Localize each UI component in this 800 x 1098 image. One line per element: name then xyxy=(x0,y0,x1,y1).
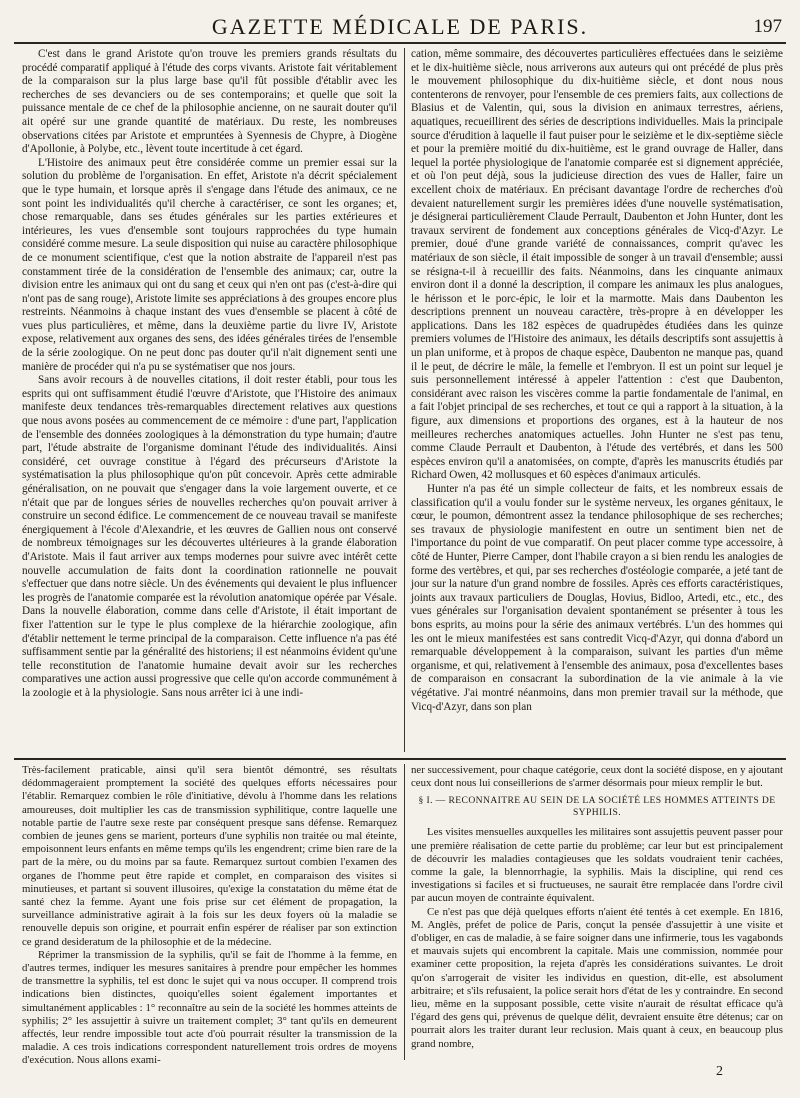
paragraph: Sans avoir recours à de nouvelles citations, il doit rester établi, pour tous les esprits qui ont suffisamment étudié l'œuvre d'Aristote, que l'Histoire des animaux manifeste deux tendances très-remarquables directement relatives aux questions que nous avons posées au commencement de ce mémoire : d'une part, l'application de l'ensemble des données zoologiques à la démonstration du type humain; d'autre part, l'étude abstraite de l'organisme dominant l'étude des individualités. Ainsi considéré, cet ouvrage constitue à l'égard des précurseurs d'Aristote la systématisation la plus philosophique qu'on pût concevoir. Après cette admirable généralisation, on ne pouvait que s'engager dans la voie largement ouverte, et ce n'était que par de longues séries de nouvelles recherches qu'on pouvait arriver à construire un second édifice. Le commencement de ce nouveau travail se manifeste énergiquement à l'école d'Alexandrie, et les œuvres de Gallien nous ont conservé de nombreux témoignages sur les découvertes ultérieures à la grande élaboration d'Aristote. Mais il faut arriver aux temps modernes pour suivre avec intérêt cette nouvelle accumulation de faits dont la coordination rationnelle ne pouvait s'effectuer que dans notre siècle. Un des événements qui devaient le plus influencer les progrès de l'anatomie comparée est la révolution anatomique opérée par Vésale. Dans la nouvelle élaboration, comme dans celle d'Aristote, il était important de fixer l'attention sur le type le plus complexe de la hiérarchie zoologique, afin d'établir nettement le terme principal de la comparaison. Cette influence n'a pas été suffisamment sentie par la généralité des historiens; il est néanmoins évident qu'une telle reconstitution de l'anatomie humaine devait avoir sur les recherches comparatives une action aussi progressive que celle qu'on accorde communément à la zoologie et à la physiologie. Sans nous arrêter ici à une indi- xyxy=(22,374,397,699)
paragraph: Les visites mensuelles auxquelles les militaires sont assujettis peuvent passer pour une première réalisation de cette partie du problème; car leur but est principalement de découvrir les maladies contagieuses que les soldats voudraient tenir cachées, comme la gale, la blennorrhagie, la syphilis. Mais la discipline, qui rend ces investigations si faciles et si fructueuses, ne saurait être remplacée dans l'ordre civil par aucun moyen de contrainte équivalent. xyxy=(411,826,783,905)
section-heading: § I. — RECONNAITRE AU SEIN DE LA SOCIÉTÉ LES HOMMES ATTEINTS DE SYPHILIS. xyxy=(418,795,776,819)
top-left-column xyxy=(22,48,397,752)
paragraph: Réprimer la transmission de la syphilis, qu'il se fait de l'homme à la femme, en d'autres termes, indiquer les mesures sanitaires à prendre pour empêcher les hommes de transmettre la syphilis, tel est donc le sujet qui va nous occuper. Il comprend trois indications bien distinctes, quoiqu'elles soient également importantes et simultanément applicables : 1° reconnaître au sein de la société les hommes atteints de syphilis; 2° les assujettir à suivre un traitement complet; 3° tant qu'ils en demeurent affectés, leur rendre impossible tout acte d'où pourrait résulter la transmission de la maladie. A ces trois indications correspondent naturellement trois ordres de moyens d'exécution. Nous allons exami- xyxy=(22,948,397,1067)
page-number: 197 xyxy=(753,16,782,37)
column-divider xyxy=(404,48,405,752)
paragraph: Ce n'est pas que déjà quelques efforts n'aient été tentés à cet exemple. En 1816, M. Anglès, préfet de police de Paris, conçut la pensée d'assujettir à une visite et d'obliger, en cas de maladie, à se faire soigner dans une infirmerie, tous les vagabonds et mauvais sujets qui encombrent la capitale. Mais une commission, nommée pour examiner cette proposition, la rejeta d'après les considérations suivantes. Le droit qu'on s'arrogerait de visiter les individus en question, dit-elle, est absolument arbitraire; et s'ils refusaient, la police serait hors d'état de les y contraindre. En second lieu, même en la supposant possible, cette visite n'aurait de résultat efficace qu'à l'égard des gens qui, prévenus de quelque délit, devraient ensuite être détenus; car on pourrait alors les traiter durant leur reclusion. Mais quant à ceux, en beaucoup plus grand nombre, xyxy=(411,905,783,1050)
journal-title: GAZETTE MÉDICALE DE PARIS. xyxy=(211,14,589,39)
signature-mark: 2 xyxy=(716,1064,723,1079)
column-divider xyxy=(404,764,405,1060)
paragraph: Très-facilement praticable, ainsi qu'il sera bientôt démontré, ses résultats dédommageraient promptement la société des quelques efforts nécessaires pour l'établir. Remarquez combien le rôle d'initiative, dévolu à l'homme dans les relations amoureuses, doit multiplier les cas de transmission syphilitique, contre laquelle une notable partie de l'autre sexe reste par conséquent presque sans défense. Remarquez combien de jeunes gens se marient, porteurs d'une syphilis non traitée ou mal éteinte, empoisonnent leurs enfants en même temps qu'ils les engendrent; crime bien rare de la part de la mère, ou du moins par sa faute. Remarquez surtout combien l'examen des organes de l'homme peut être rapide et complet, en comparaison des visites si minutieuses, et partant si souvent illusoires, qu'exige la constatation du même état de santé chez la femme. Ayant une fois prise sur cet élément de propagation, la surveillance administrative agirait à la fois sur les deux foyers où la maladie se renouvelle depuis son origine, et pourrait enfin espérer de réaliser par son extinction ce grand desideratum de la philosophie et de la médecine. xyxy=(22,764,397,948)
section-divider xyxy=(14,758,786,760)
top-right-column xyxy=(411,48,783,752)
paragraph: C'est dans le grand Aristote qu'on trouve les premiers grands résultats du procédé comparatif appliqué à l'étude des corps vivants. Aristote fait véritablement de la comparaison sur la plus large base qu'il fût possible d'établir avec les recherches de ses devanciers ou de ses contemporains; et quelle que soit la puissance mentale de ce chef de la philosophie ancienne, on ne saurait douter qu'il ait opéré sur une grande quantité de matériaux. Du reste, les nombreuses observations citées par Aristote et empruntées à Syennesis de Chypre, à Diogène d'Apollonie, à Polybe, etc., lèvent toute incertitude à cet égard. xyxy=(22,48,397,156)
bottom-right-column xyxy=(411,764,783,1060)
bottom-left-column xyxy=(22,764,397,1067)
paragraph: Hunter n'a pas été un simple collecteur de faits, et les nombreux essais de classification qu'il a voulu fonder sur le système nerveux, les organes génitaux, le cœur, le poumon, démontrent assez la tendance philosophique de ses recherches; ses travaux de physiologie manifestent en outre un sentiment bien net de l'importance du point de vue comparatif. On peut placer comme type accessoire, à côté de Hunter, Pierre Camper, dont l'habile crayon a si bien rendu les analogies de forme des vertèbres, et qui, par ses recherches d'ostéologie comparée, a jeté tant de jour sur la nature d'un grand nombre de fossiles. Après ces efforts caractéristiques, joints aux travaux particuliers de Douglas, Hovius, Bidloo, Artedi, etc., etc., des vues générales sur l'organisation devaient spontanément se présenter à tous les bons esprits, au moins pour la série des animaux vertébrés. L'un des hommes qui les ont le mieux manifestées est sans contredit Vicq-d'Azyr, qui donna d'abord un remarquable développement à la comparaison, suivant les parties d'un même organisme, et qui, relativement à l'ensemble des animaux, posa d'excellentes bases de comparaison en consacrant la subordination de la vie animale à la vie végétative. J'ai montré néanmoins, dans mon premier travail sur la méthode, que Vicq-d'Azyr, dans son plan xyxy=(411,483,783,713)
page-header xyxy=(14,8,786,44)
paragraph: L'Histoire des animaux peut être considérée comme un premier essai sur la solution du problème de l'organisation. En effet, Aristote n'a décrit spécialement que le type humain, et lorsque après il s'engage dans l'étude des animaux, ce ne sont point les individualités qu'il cherche à caractériser, ce sont les organes; et, chose remarquable, dans ses études générales sur les parties extérieures et intérieures, les vues d'ensemble sont toujours rapprochées du type humain considéré comme mesure. La seule disposition qui nuise au caractère philosophique de ce monument scientifique, c'est que la notion abstraite de l'appareil n'est pas constamment tirée de la considération de l'ensemble des animaux; car, outre la division entre les animaux qui ont du sang et ceux qui n'en ont pas (c'est-à-dire qui n'ont pas de sang rouge), Aristote limite ses appréciations à des groupes encore plus restreints. Néanmoins à chaque instant des vues d'ensemble se placent à côté de vues plus particulières, et même, dans la deuxième partie du livre IV, Aristote expose, relativement aux organes des sens, des idées générales tirées de l'ensemble de la série zoologique. On ne peut donc pas douter qu'il n'ait dignement senti une manière de procéder qui n'a pu se systématiser que nos jours. xyxy=(22,156,397,373)
paragraph: cation, même sommaire, des découvertes particulières effectuées dans le seizième et le dix-huitième siècle, nous arriverons aux auteurs qui ont précédé de plus près le mouvement philosophique du dix-huitième siècle, et dont nous nous contenterons de renvoyer, pour l'ensemble de ces premiers faits, aux collections de Blasius et de Valentin, qui, sous la division en animaux terrestres, aériens, aquatiques, recueillirent des séries de descriptions individuelles. Mais la principale source d'érudition à laquelle il faut puiser pour le seizième et le dix-septième siècle et pour la première moitié du dix-huitième, est le grand ouvrage de Haller, dans lequel la portée physiologique de l'anatomie comparée est si dignement appréciée, et où l'on peut déjà, sous la judicieuse direction des vues de Haller, faire un excellent choix de matériaux. En précisant davantage l'ordre de recherches d'où devaient naturellement surgir les premières idées d'une nouvelle systématisation, je désignerai particulièrement Claude Perrault, Daubenton et John Hunter, dont les travaux servirent de fondement aux conceptions générales de Vicq-d'Azyr. Le premier, doué d'une grande variété de connaissances, comprit qu'avec les matériaux de son siècle, il était impossible de songer à un travail d'ensemble; aussi se résigna-t-il à recueillir des faits. Néanmoins, dans les cinquante animaux environ dont il a donné la description, il compare les animaux les plus analogues, le hérisson et le porc-épic, le loir et la marmotte. Mais dans Daubenton les descriptions prennent un nouveau caractère, très-propre à en développer les applications. Dans les 182 espèces de quadrupèdes étudiées dans les quinze premiers volumes de l'Histoire des animaux, les détails descriptifs sont assujettis à un plan uniforme, et à propos de chaque espèce, Daubenton ne manque pas, quand il le peut, de décrire le mâle, la femelle et l'embryon. Il est un point sur lequel je suis personnellement intéressé à appeler l'attention : c'est que Daubenton, considérant avec raison les viscères comme la partie fondamentale de l'animal, en a fait l'objet principal de ses recherches, et tout ce qui a rapport à la situation, à la figure, aux dimensions et proportions des organes, est à la hauteur de nos meilleures recherches anatomiques actuelles. John Hunter ne s'est pas tenu, comme Claude Perrault et Daubenton, à l'étude des vertébrés, et dans les 500 espèces environ qu'il a anatomisées, on compte, d'après les manuscrits étudiés par Richard Owen, 42 mollusques et 60 espèces d'animaux articulés. xyxy=(411,48,783,482)
paragraph: ner successivement, pour chaque catégorie, ceux dont la société dispose, en y ajoutant ceux dont nous lui conseillerions de s'armer désormais pour mieux remplir le but. xyxy=(411,764,783,790)
